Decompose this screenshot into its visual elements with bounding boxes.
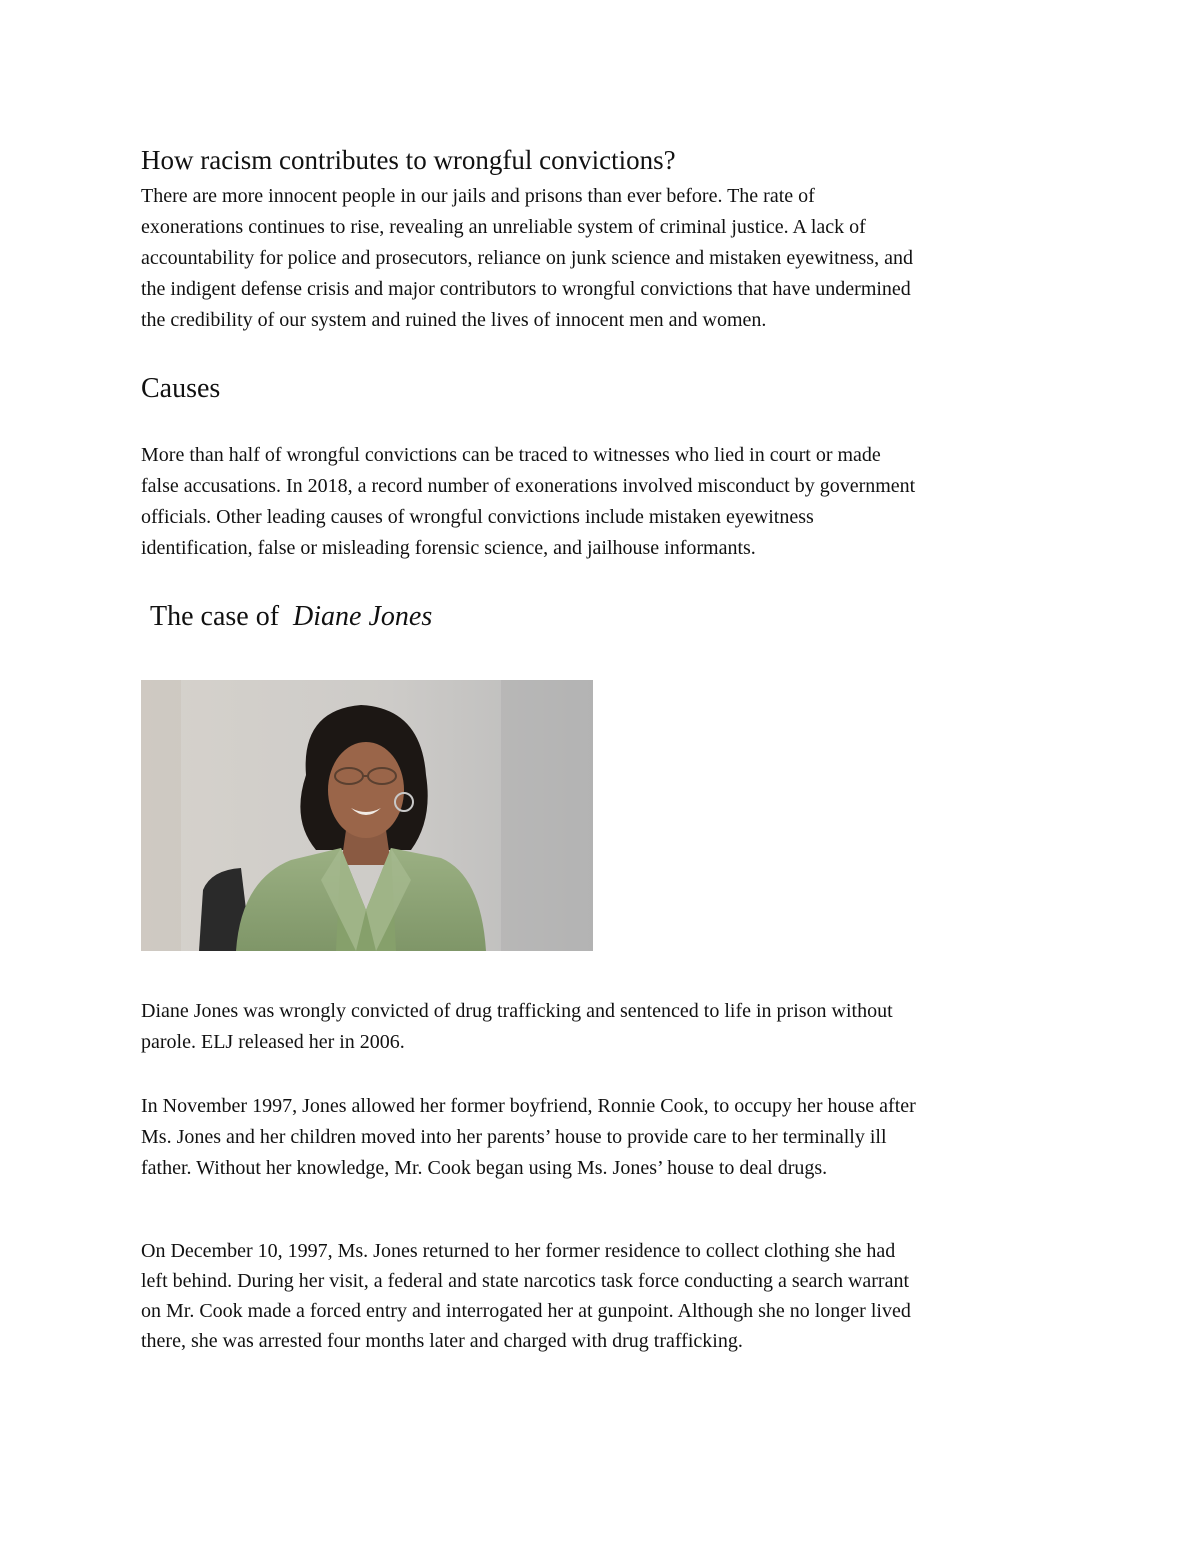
text-line: parole. ELJ released her in 2006. [141,1031,405,1053]
main-heading: How racism contributes to wrongful convictions? [141,145,676,175]
text-line: There are more innocent people in our jails and prisons than ever before. The rate of [141,185,815,207]
text-line: identification, false or misleading forensic science, and jailhouse informants. [141,537,756,559]
portrait-photo [141,680,593,951]
text-line: false accusations. In 2018, a record number of exonerations involved misconduct by government [141,475,916,497]
text-line: the credibility of our system and ruined the lives of innocent men and women. [141,309,767,331]
text-line: left behind. During her visit, a federal and state narcotics task force conducting a search warrant [141,1270,910,1292]
text-line: In November 1997, Jones allowed her former boyfriend, Ronnie Cook, to occupy her house after [141,1095,916,1117]
intro-paragraph [141,181,1071,336]
text-line: accountability for police and prosecutors, reliance on junk science and mistaken eyewitness, and [141,247,913,269]
text-line: Diane Jones was wrongly convicted of drug trafficking and sentenced to life in prison without [141,1000,893,1022]
text-line: officials. Other leading causes of wrongful convictions include mistaken eyewitness [141,506,814,528]
portrait-illustration [141,680,593,951]
case-heading-name: Diane Jones [293,601,433,632]
text-line: there, she was arrested four months later and charged with drug trafficking. [141,1330,743,1352]
text-line: On December 10, 1997, Ms. Jones returned to her former residence to collect clothing she had [141,1240,896,1262]
case-heading-prefix: The case of [150,601,294,632]
text-line: exonerations continues to rise, revealing an unreliable system of criminal justice. A lack of [141,216,866,238]
text-line: on Mr. Cook made a forced entry and interrogated her at gunpoint. Although she no longer lived [141,1300,911,1322]
text-line: More than half of wrongful convictions can be traced to witnesses who lied in court or made [141,444,881,466]
case-paragraph-3 [141,1236,1071,1356]
case-paragraph-2 [141,1091,1071,1184]
case-heading [150,600,432,634]
causes-paragraph [141,440,1071,564]
text-line: father. Without her knowledge, Mr. Cook began using Ms. Jones’ house to deal drugs. [141,1157,828,1179]
text-line: Ms. Jones and her children moved into her parents’ house to provide care to her terminally ill [141,1126,887,1148]
causes-heading: Causes [141,373,221,404]
text-line: the indigent defense crisis and major contributors to wrongful convictions that have undermined [141,278,911,300]
case-paragraph-1 [141,996,1071,1058]
